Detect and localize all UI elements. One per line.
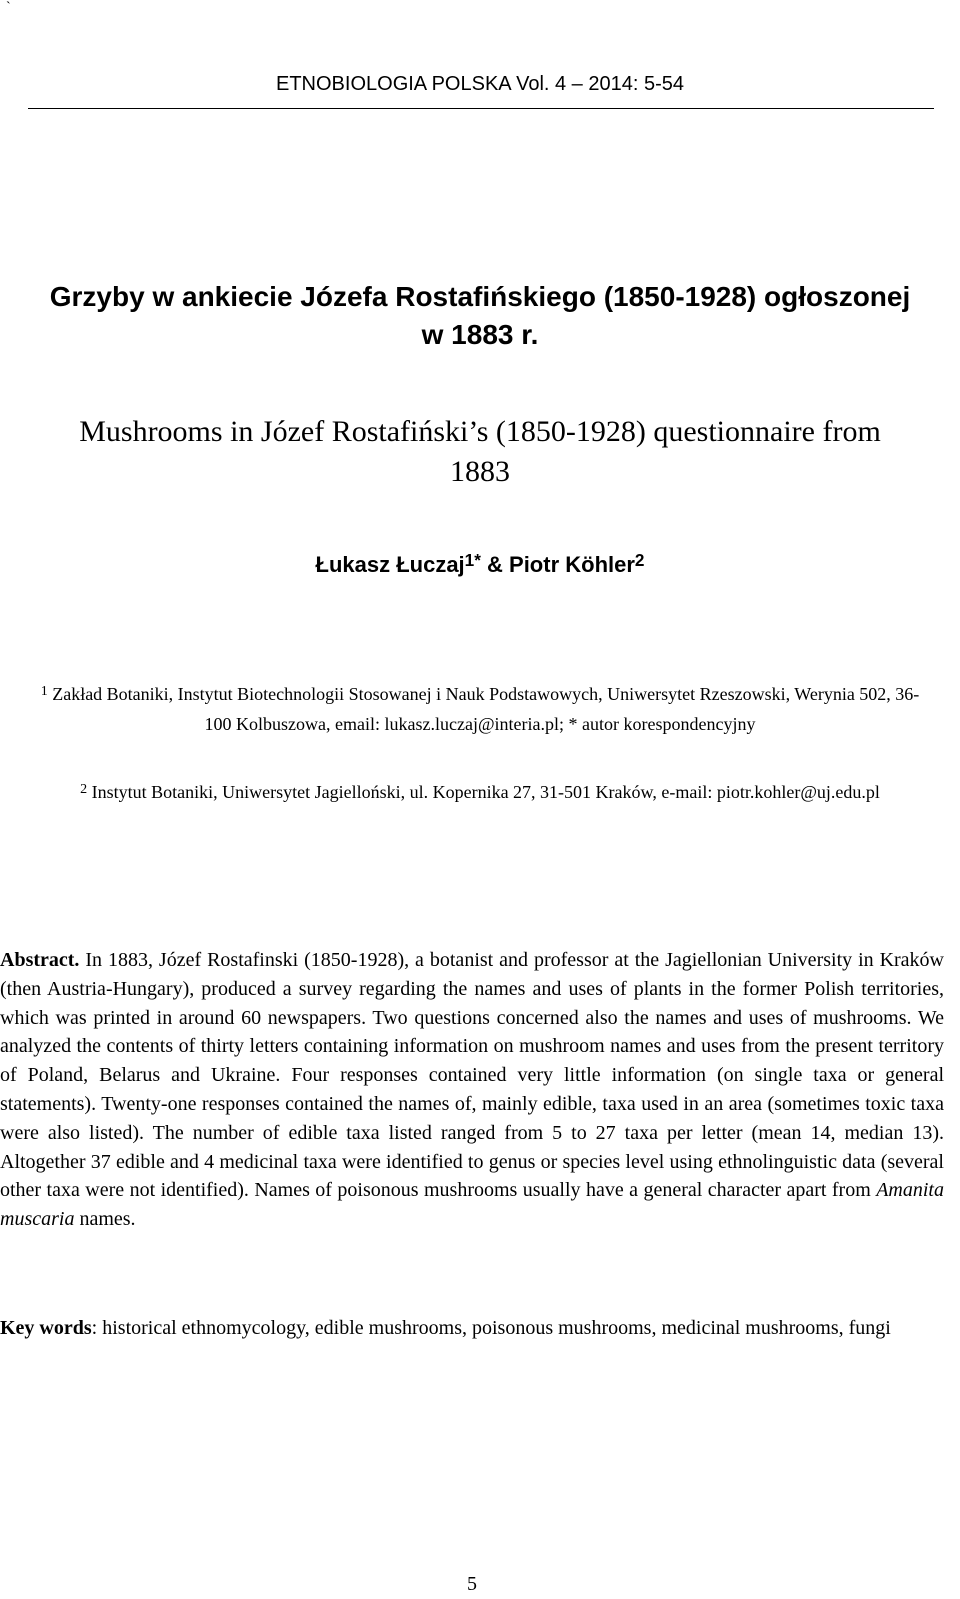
keywords	[0, 1314, 944, 1343]
keywords-label: Key words	[0, 1317, 92, 1339]
abstract	[0, 946, 944, 1234]
abstract-label: Abstract.	[0, 949, 80, 971]
paper-title	[10, 278, 950, 354]
author-1-name: Łukasz Łuczaj	[315, 552, 465, 577]
affiliation-1-text: Zakład Botaniki, Instytut Biotechnologii Stosowanej i Nauk Podstawowych, Uniwersytet Rzeszowski, Werynia 502, 36-100 Kolbuszowa, email: lukasz.luczaj@interia.pl; * autor korespondencyjny	[52, 684, 920, 734]
journal-header: ETNOBIOLOGIA POLSKA Vol. 4 – 2014: 5-54	[276, 73, 684, 95]
title-line-1: Grzyby w ankiecie Józefa Rostafińskiego (1850-1928) ogłoszonej	[49, 281, 911, 312]
header-rule	[28, 108, 934, 109]
stray-mark: `	[6, 0, 11, 15]
title-line-2: w 1883 r.	[421, 319, 539, 350]
affiliation-2-mark: 2	[80, 781, 88, 798]
author-2-mark: 2	[634, 550, 645, 570]
keywords-text: : historical ethnomycology, edible mushrooms, poisonous mushrooms, medicinal mushrooms, fungi	[91, 1317, 891, 1339]
author-separator: &	[480, 552, 510, 577]
subtitle-line-1: Mushrooms in Józef Rostafiński’s (1850-1928) questionnaire from	[79, 415, 881, 448]
abstract-text-end: names.	[74, 1208, 136, 1231]
affiliation-2	[40, 778, 920, 808]
author-1-mark: 1*	[464, 550, 481, 570]
abstract-italic-taxon: Amanita muscaria	[0, 1179, 944, 1231]
author-2-name: Piotr Köhler	[509, 552, 635, 577]
abstract-text: In 1883, Józef Rostafinski (1850-1928), a botanist and professor at the Jagiellonian University in Kraków (then Austria-Hungary), produced a survey regarding the names and uses of plants in the former Polish territories, which was printed in around 60 newspapers. Two questions concerned also the names and uses of mushrooms. We analyzed the contents of thirty letters containing information on mushroom names and uses from the present territory of Poland, Belarus and Ukraine. Four responses contained very little information (on single taxa or general statements). Twenty-one responses contained the names of, mainly edible, taxa used in an area (sometimes toxic taxa were also listed). The number of edible taxa listed ranged from 5 to 27 taxa per letter (mean 14, median 13). Altogether 37 edible and 4 medicinal taxa were identified to genus or species level using ethnolinguistic data (several other taxa were not identified). Names of poisonous mushrooms usually have a general character apart from	[0, 949, 944, 1202]
affiliation-2-text: Instytut Botaniki, Uniwersytet Jagielloński, ul. Kopernika 27, 31-501 Kraków, e-mail: piotr.kohler@uj.edu.pl	[91, 782, 880, 802]
page-number: 5	[467, 1573, 477, 1595]
paper-subtitle	[10, 412, 950, 492]
affiliation-1	[40, 680, 920, 738]
subtitle-line-2: 1883	[450, 455, 510, 488]
affiliation-1-mark: 1	[40, 683, 48, 700]
author-list	[0, 548, 960, 583]
